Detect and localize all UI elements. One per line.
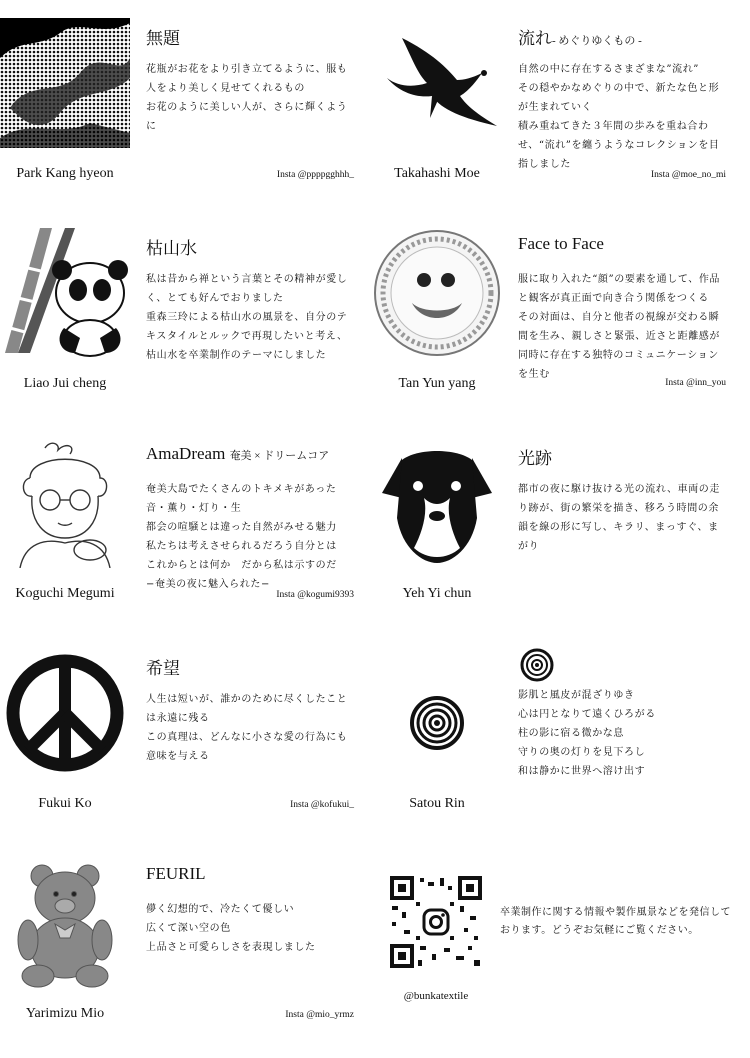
work-title: Face to Face bbox=[518, 234, 604, 253]
peace-sign-image bbox=[0, 648, 130, 778]
bamboo-panda-image bbox=[0, 228, 130, 358]
designer-name: Park Kang hyeon bbox=[16, 166, 114, 181]
footer-text: 卒業制作に関する情報や製作風景などを発信しております。どうぞお気軽にご覧ください。 bbox=[500, 907, 731, 936]
card-yarimizu bbox=[0, 858, 360, 1058]
card-takahashi bbox=[372, 18, 732, 218]
textured-pattern-image bbox=[0, 18, 130, 148]
work-description: 自然の中に存在するさまざまな”流れ” その穏やかなめぐりの中で、新たな色と形が生まれていく 積み重ねてきた３年間の歩みを重ね合わせ、“流れ”を纏うようなコレクションを目指しました bbox=[518, 64, 720, 170]
work-description: 儚く幻想的で、冷たくて優しい 広くて深い空の色 上品さと可愛らしさを表現しました bbox=[146, 904, 316, 953]
instagram-handle[interactable]: Insta @kofukui_ bbox=[290, 800, 354, 810]
girl-illustration-image bbox=[0, 438, 130, 568]
dog-face-image bbox=[372, 438, 502, 568]
footer-block bbox=[372, 858, 742, 1028]
qr-code-image[interactable] bbox=[390, 876, 482, 968]
designer-name: Koguchi Megumi bbox=[15, 586, 115, 601]
work-description: 奄美大島でたくさんのトキメキがあった 音・薫り・灯り・生 都会の喧騒とは違った自然がみせる魅力 私たちは考えさせられるだろう自分とは これからとは何か だから私は示すのだ −奄美の夜に魅入られた− bbox=[146, 484, 337, 590]
card-park bbox=[0, 18, 360, 218]
designer-name: Yarimizu Mio bbox=[25, 1006, 105, 1021]
designer-name: Fukui Ko bbox=[38, 796, 92, 811]
designer-name: Tan Yun yang bbox=[398, 376, 476, 391]
card-koguchi bbox=[0, 438, 360, 638]
footer-handle[interactable]: @bunkatextile bbox=[403, 990, 469, 1002]
instagram-handle[interactable]: Insta @kogumi9393 bbox=[276, 590, 354, 600]
eagle-image bbox=[372, 18, 502, 148]
instagram-handle[interactable]: Insta @inn_you bbox=[665, 378, 726, 388]
instagram-handle[interactable]: Insta @ppppgghhh_ bbox=[276, 170, 354, 180]
work-description: 都市の夜に駆け抜ける光の流れ、車両の走り跡が、街の繁栄を描き、移ろう時間の余韻を線の形に写し、キラリ、まっすぐ、まがり bbox=[518, 484, 720, 552]
instagram-icon bbox=[420, 906, 452, 938]
work-description: 私は昔から禅という言葉とその精神が愛しく、とても好んでおりました 重森三玲による枯山水の風景を、自分のテキスタイルとルックで再現したいと考え、 枯山水を卒業制作のテーマにしました bbox=[146, 274, 348, 361]
designer-name: Takahashi Moe bbox=[394, 166, 480, 181]
work-subtitle: - めぐりゆくもの - bbox=[552, 35, 642, 47]
work-title: 希望 bbox=[146, 659, 180, 678]
concentric-circle-image bbox=[372, 658, 502, 788]
work-title: 流れ- めぐりゆくもの - bbox=[518, 29, 642, 48]
work-description: 服に取り入れた“顔”の要素を通して、作品と観客が真正面で向き合う関係をつくる その対面は、自分と他者の視線が交わる瞬間を生み、親しさと緊張、近さと距離感が同時に存在する独特のコミュニケーションを生む bbox=[518, 274, 721, 380]
designer-name: Satou Rin bbox=[409, 796, 465, 811]
designer-name: Liao Jui cheng bbox=[23, 376, 107, 391]
card-fukui bbox=[0, 648, 360, 848]
card-yeh bbox=[372, 438, 732, 638]
instagram-handle[interactable]: Insta @mio_yrmz bbox=[285, 1010, 354, 1020]
designer-name: Yeh Yi chun bbox=[402, 586, 472, 601]
card-satou bbox=[372, 648, 732, 848]
card-liao bbox=[0, 228, 360, 428]
work-subtitle: 奄美 × ドリームコア bbox=[229, 450, 330, 462]
teddy-bear-image bbox=[0, 858, 130, 988]
work-title: 枯山水 bbox=[146, 239, 197, 258]
work-description: 影肌と風皮が混ざりゆき 心は円となりて遠くひろがる 柱の影に宿る微かな息 守りの奥の灯りを見下ろし 和は静かに世界へ溶け出す bbox=[518, 690, 656, 777]
face-plate-image bbox=[372, 228, 502, 358]
work-title: 無題 bbox=[146, 29, 180, 48]
work-description: 人生は短いが、誰かのために尽くしたことは永遠に残る この真理は、どんなに小さな愛の行為にも意味を与える bbox=[146, 694, 348, 762]
card-tan bbox=[372, 228, 732, 428]
work-title: AmaDream 奄美 × ドリームコア bbox=[146, 444, 330, 463]
work-description: 花瓶がお花をより引き立てるように、服も人をより美しく見せてくれるもの お花のように美しい人が、さらに輝くように bbox=[146, 64, 348, 132]
work-title: 光跡 bbox=[518, 449, 552, 468]
small-concentric-circle-image bbox=[520, 648, 554, 682]
work-title: FEURIL bbox=[146, 864, 206, 883]
instagram-handle[interactable]: Insta @moe_no_mi bbox=[651, 170, 726, 180]
